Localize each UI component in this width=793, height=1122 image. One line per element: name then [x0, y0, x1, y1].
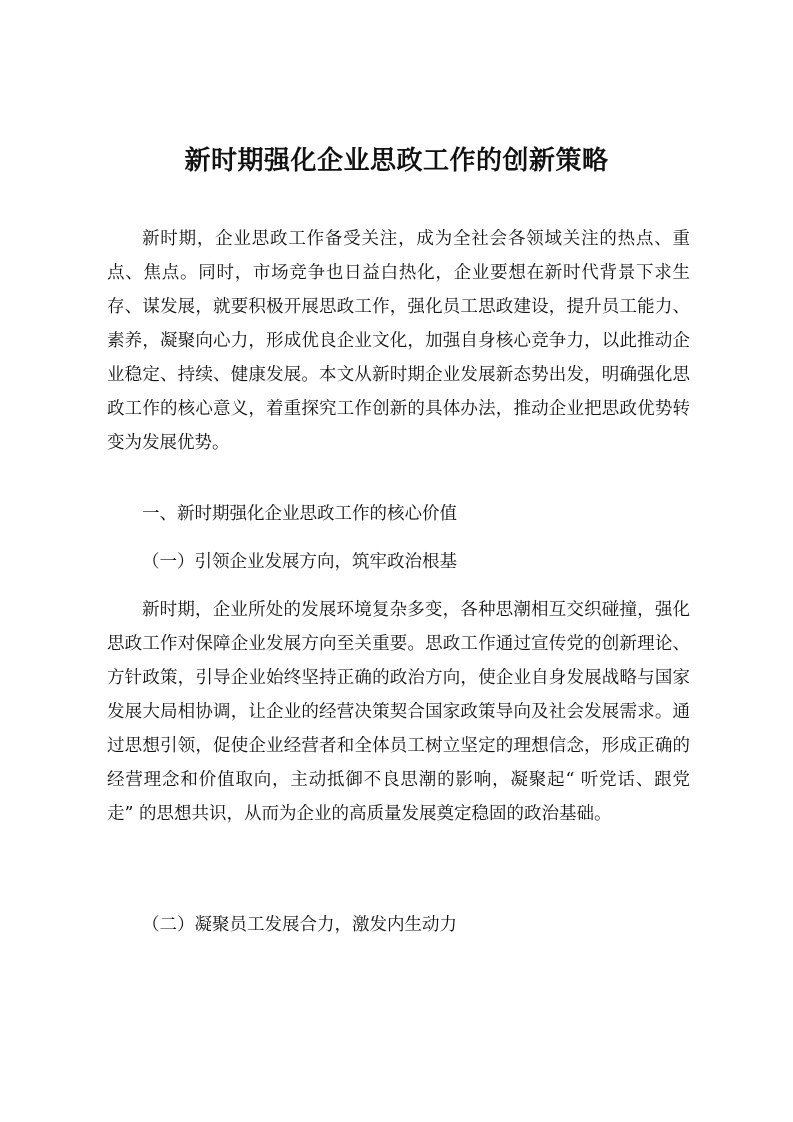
body-paragraph: 新时期，企业所处的发展环境复杂多变，各种思潮相互交织碰撞，强化思政工作对保障企业发展方向至关重要。思政工作通过宣传党的创新理论、方针政策，引导企业始终坚持正确的政治方向，使企业自身发展战略与国家发展大局相协调，让企业的经营决策契合国家政策导向及社会发展需求。通过思想引领，促使企业经营者和全体员工树立坚定的理想信念，形成正确的经营理念和价值取向，主动抵御不良思潮的影响，凝聚起“ 听党话、跟党走” 的思想共识，从而为企业的高质量发展奠定稳固的政治基础。 [107, 600, 690, 824]
document-title: 新时期强化企业思政工作的创新策略 [184, 146, 609, 176]
subsection-heading: （二）凝聚员工发展合力，激发内生动力 [142, 915, 457, 935]
intro-paragraph: 新时期，企业思政工作备受关注，成为全社会各领域关注的热点、重点、焦点。同时，市场竞争也日益白热化，企业要想在新时代背景下求生存、谋发展，就要积极开展思政工作，强化员工思政建设，提升员工能力、素养，凝聚向心力，形成优良企业文化，加强自身核心竞争力，以此推动企业稳定、持续、健康发展。本文从新时期企业发展新态势出发，明确强化思政工作的核心意义，着重探究工作创新的具体办法，推动企业把思政优势转变为发展优势。 [107, 229, 690, 453]
subsection-heading: （一）引领企业发展方向，筑牢政治根基 [142, 552, 457, 572]
section-heading: 一、新时期强化企业思政工作的核心价值 [142, 504, 457, 524]
